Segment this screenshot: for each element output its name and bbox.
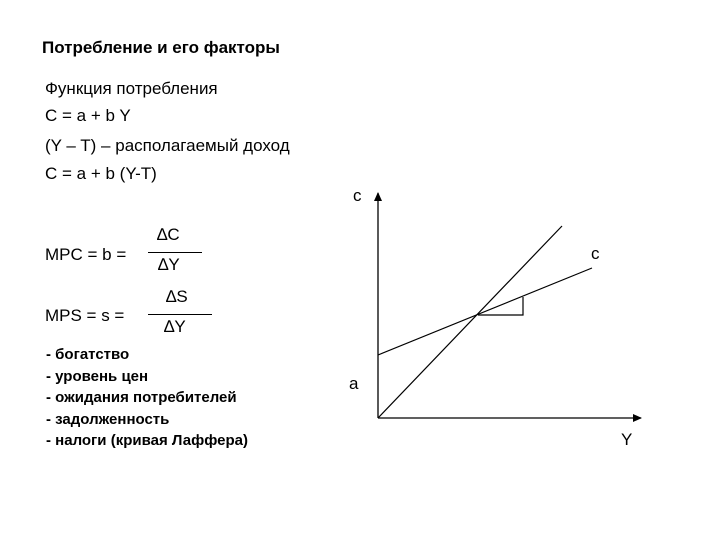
y-axis-label: c xyxy=(353,186,362,205)
formula-c-a-bY: C = a + b Y xyxy=(45,106,131,125)
x-axis-label: Y xyxy=(621,430,633,449)
mpc-label: MPC = b = xyxy=(45,245,127,264)
factor-item-wealth: - богатство xyxy=(46,346,130,363)
consumption-curve-label: c xyxy=(591,244,600,263)
mps-numerator: ∆S xyxy=(166,287,188,306)
intercept-label: a xyxy=(349,374,359,393)
45-degree-line xyxy=(378,226,562,418)
slide-title: Потребление и его факторы xyxy=(42,38,280,57)
factor-item-debt: - задолженность xyxy=(46,410,170,428)
mps-label: MPS = s = xyxy=(45,306,125,325)
factor-item-price-level: - уровень цен xyxy=(46,367,149,385)
mps-denominator: ∆Y xyxy=(164,317,186,336)
disposable-income-definition: (Y – T) – располагаемый доход xyxy=(45,136,290,155)
factor-item-expectations: - ожидания потребителей xyxy=(46,389,237,406)
mpc-denominator: ∆Y xyxy=(158,255,180,274)
formula-c-a-b-y-t: C = a + b (Y-T) xyxy=(45,164,157,183)
mpc-numerator: ∆C xyxy=(157,225,180,244)
consumption-function-heading: Функция потребления xyxy=(45,79,218,98)
factor-item-taxes: - налоги (кривая Лаффера) xyxy=(46,432,249,449)
consumption-curve xyxy=(378,268,592,355)
